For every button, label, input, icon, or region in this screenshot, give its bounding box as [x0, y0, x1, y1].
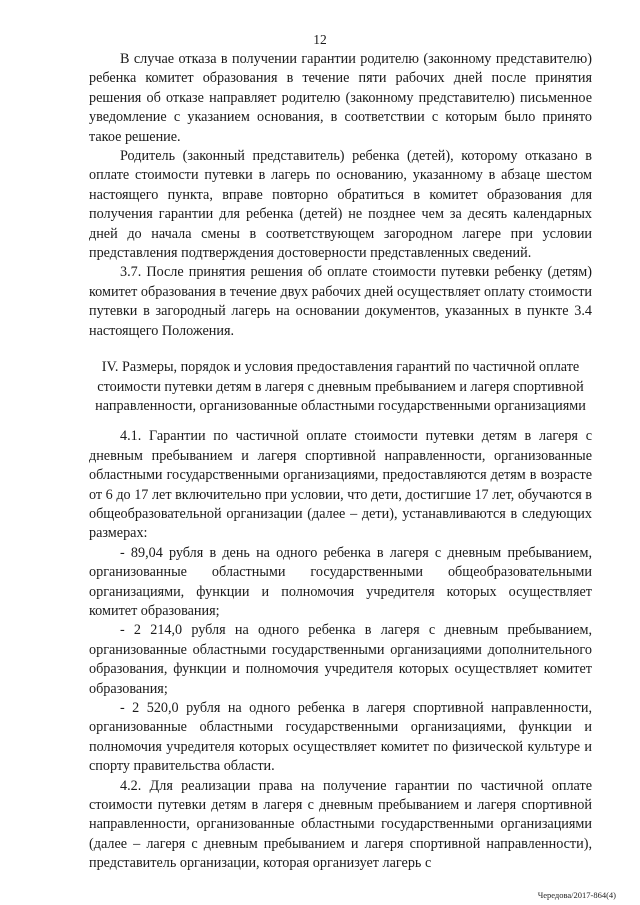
- document-body: [89, 50, 592, 874]
- paragraph: 4.2. Для реализации права на получение гарантии по частичной оплате стоимости путевки детям в лагеря с дневным пребыванием и лагеря спортивной направленности, организованные областными государственными организациями (далее – лагеря с дневным пребыванием и лагеря спортивной направленности), представитель организации, которая организует лагерь с: [89, 777, 592, 872]
- paragraph: 3.7. После принятия решения об оплате стоимости путевки ребенку (детям) комитет образования в течение двух рабочих дней осуществляет оплату стоимости путевки в загородный лагерь на основании документов, указанных в пункте 3.4 настоящего Положения.: [89, 264, 592, 339]
- list-item: - 2 214,0 рубля на одного ребенка в лагеря с дневным пребыванием, организованные областными государственными организациями дополнительного образования, функции и полномочия учредителя которых осуществляет комитет образования;: [89, 622, 592, 697]
- footer-code: Чередова/2017-864(4): [537, 890, 616, 900]
- paragraph: 4.1. Гарантии по частичной оплате стоимости путевки детям в лагеря с дневным пребыванием и лагеря спортивной направленности, организованные областными государственными организациями, предоставляются детям в возрасте от 6 до 17 лет включительно при условии, что дети, достигшие 17 лет, обучаются в общеобразовательной организации (далее – дети), устанавливаются в следующих размерах:: [89, 428, 592, 542]
- paragraph: Родитель (законный представитель) ребенка (детей), которому отказано в оплате стоимости путевки в лагерь по основанию, указанному в абзаце шестом настоящего пункта, вправе повторно обратиться в комитет образования для получения гарантии для ребенка (детей) не позднее чем за десять календарных дней до начала смены в соответствующем загородном лагере при условии представления подтверждения достоверности представленных сведений.: [89, 148, 592, 262]
- list-item: - 2 520,0 рубля на одного ребенка в лагеря спортивной направленности, организованные областными государственными организациями, функции и полномочия учредителя которых осуществляет комитет по физической культуре и спорту правительства области.: [89, 700, 592, 775]
- section-heading: IV. Размеры, порядок и условия предоставления гарантий по частичной оплате стоимости путевки детям в лагеря с дневным пребыванием и лагеря спортивной направленности, организованные областными государственными организациями: [95, 359, 586, 414]
- paragraph: В случае отказа в получении гарантии родителю (законному представителю) ребенка комитет образования в течение пяти рабочих дней после принятия решения об отказе направляет родителю (законному представителю) письменное уведомление с указанием основания, в соответствии с которым было принято такое решение.: [89, 51, 592, 145]
- list-item: - 89,04 рубля в день на одного ребенка в лагеря с дневным пребыванием, организованные областными государственными общеобразовательными организациями, функции и полномочия учредителя которых осуществляет комитет образования;: [89, 544, 592, 619]
- page-number: 12: [313, 32, 327, 47]
